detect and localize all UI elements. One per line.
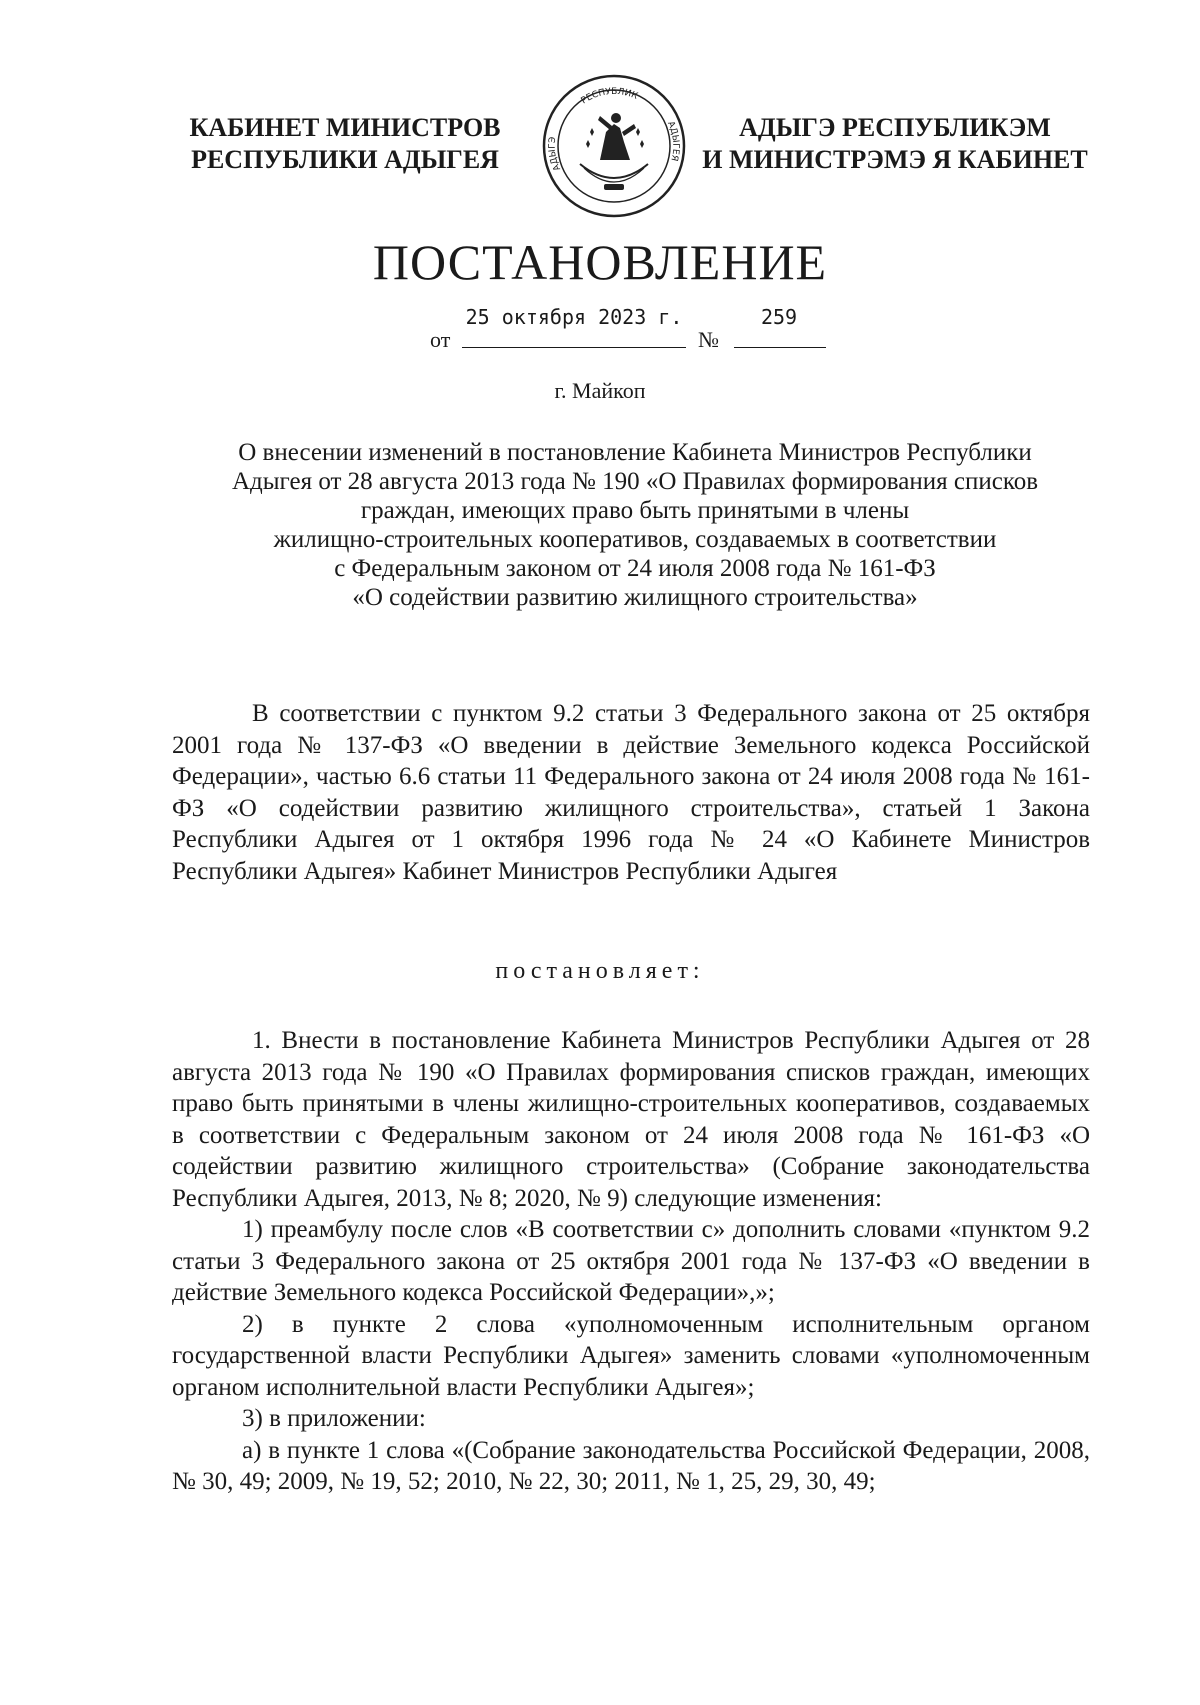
- number-label: №: [698, 327, 719, 352]
- document-subject: [170, 438, 1100, 612]
- svg-text:АДЫГЭ: [548, 136, 563, 172]
- emblem-text-top: РЕСПУБЛИК: [579, 86, 640, 107]
- resolves-heading: постановляет:: [495, 958, 705, 984]
- date-underline: [462, 347, 686, 348]
- city-name: г. Майкоп: [554, 378, 646, 403]
- subject-line-4: жилищно-строительных кооперативов, создаваемых в соответствии: [273, 526, 997, 553]
- subject-line-1: О внесении изменений в постановление Кабинета Министров Республики: [238, 439, 1032, 466]
- number-underline: [734, 347, 826, 348]
- subitem-3a-paragraph: а) в пункте 1 слова «(Собрание законодательства Российской Федерации, 2008, № 30, 49; 2009, № 19, 52; 2010, № 22, 30; 2011, № 1, 25, 29, 30, 49;: [172, 1436, 1090, 1495]
- preamble-paragraph: В соответствии с пунктом 9.2 статьи 3 Федерального закона от 25 октября 2001 года № 137-ФЗ «О введении в действие Земельного кодекса Российской Федерации», частью 6.6 статьи 11 Федерального закона от 24 июля 2008 года № 161-ФЗ «О содействии развитию жилищного строительства», статьей 1 Закона Республики Адыгея от 1 октября 1996 года № 24 «О Кабинете Министров Республики Адыгея» Кабинет Министров Республики Адыгея: [172, 700, 1090, 885]
- subject-line-5: с Федеральным законом от 24 июля 2008 года № 161-ФЗ: [334, 555, 936, 582]
- header-right-line-2: И МИНИСТРЭМЭ Я КАБИНЕТ: [702, 145, 1088, 174]
- header-left-org: [150, 112, 540, 176]
- date-value: 25 октября 2023 г.: [465, 305, 683, 329]
- subject-line-3: граждан, имеющих право быть принятыми в члены: [360, 497, 910, 524]
- header-left-line-1: КАБИНЕТ МИНИСТРОВ: [189, 113, 501, 142]
- subject-line-6: «О содействии развитию жилищного строительства»: [352, 584, 918, 611]
- preamble-block: [172, 698, 1090, 887]
- item-1-paragraph: 1. Внести в постановление Кабинета Министров Республики Адыгея от 28 августа 2013 года № 190 «О Правилах формирования списков граждан, имеющих право быть принятыми в члены жилищно-строительных кооперативов, создаваемых в соответствии с Федеральным законом от 24 июля 2008 года № 161-ФЗ «О содействии развитию жилищного строительства» (Собрание законодательства Республики Адыгея, 2013, № 8; 2020, № 9) следующие изменения:: [172, 1027, 1090, 1212]
- header-left-line-2: РЕСПУБЛИКИ АДЫГЕЯ: [191, 145, 499, 174]
- header-right-line-1: АДЫГЭ РЕСПУБЛИКЭМ: [739, 113, 1051, 142]
- emblem-text-left: АДЫГЭ: [547, 136, 564, 173]
- document-type-title: ПОСТАНОВЛЕНИЕ: [372, 234, 828, 290]
- items-block: [172, 1025, 1090, 1498]
- subitem-2-paragraph: 2) в пункте 2 слова «уполномоченным исполнительным органом государственной власти Республики Адыгея» заменить словами «уполномоченным органом исполнительной власти Республики Адыгея»;: [172, 1310, 1090, 1401]
- subject-line-2: Адыгея от 28 августа 2013 года № 190 «О Правилах формирования списков: [231, 468, 1039, 495]
- svg-text:АДЫГЕЯ: [665, 120, 680, 162]
- svg-text:РЕСПУБЛИК: [580, 87, 640, 106]
- date-from-label: от: [430, 327, 451, 352]
- header-right-org: [690, 112, 1100, 176]
- coat-of-arms-emblem: [540, 72, 688, 220]
- emblem-text-right: АДЫГЕЯ: [664, 119, 681, 162]
- subitem-3-paragraph: 3) в приложении:: [242, 1405, 426, 1432]
- number-value: 259: [760, 305, 798, 329]
- subitem-1-paragraph: 1) преамбулу после слов «В соответствии с» дополнить словами «пунктом 9.2 статьи 3 Федерального закона от 25 октября 2001 года № 137-ФЗ «О введении в действие Земельного кодекса Российской Федерации»,»;: [172, 1216, 1090, 1306]
- document-header: [0, 86, 1200, 222]
- date-number-row: [0, 305, 1200, 355]
